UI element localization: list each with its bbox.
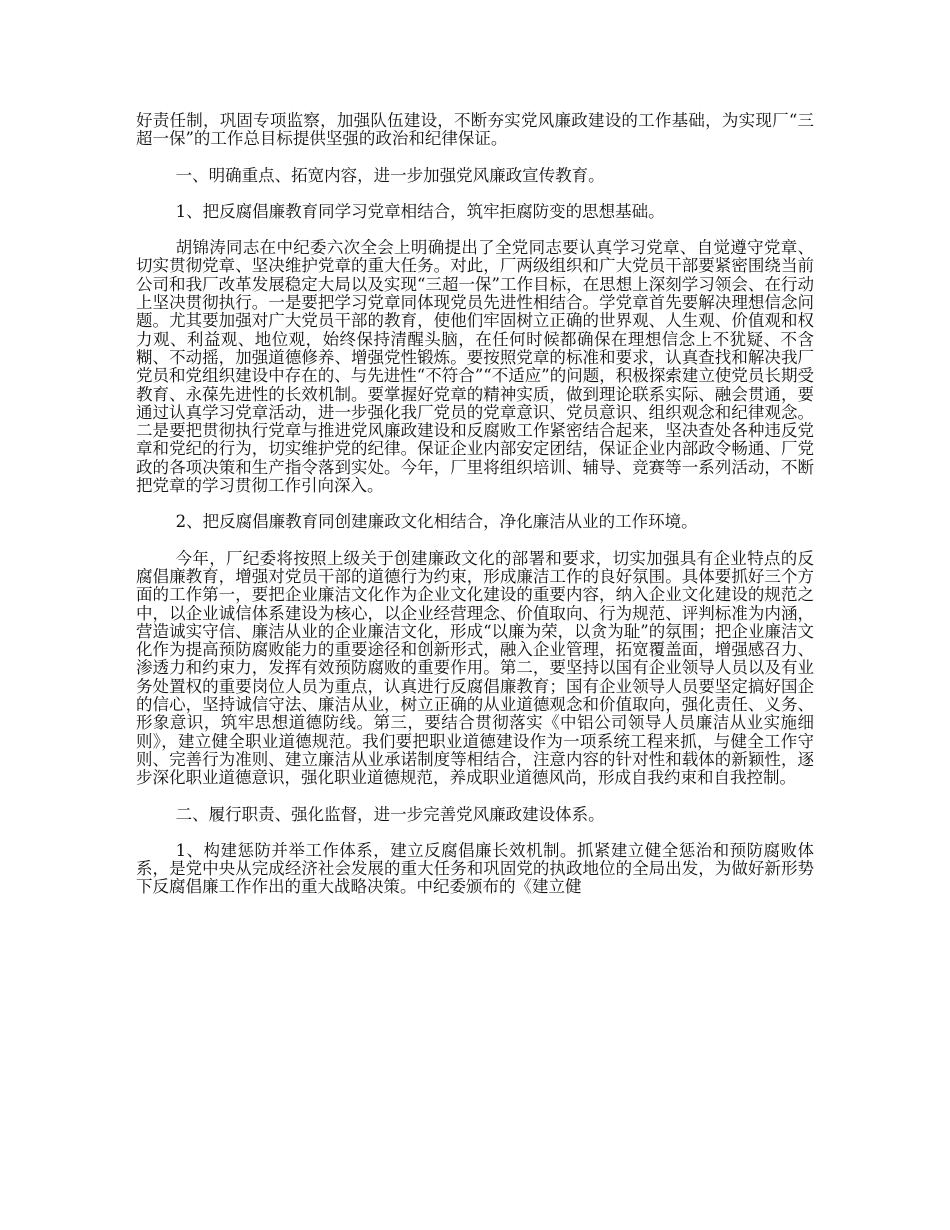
subsection-heading-1-2: 2、把反腐倡廉教育同创建廉政文化相结合，净化廉洁从业的工作环境。 [175,512,698,532]
paragraph-party-constitution-study: 胡锦涛同志在中纪委六次全会上明确提出了全党同志要认真学习党章、自觉遵守党章、切实贯彻党章、坚决维护党章的重大任务。对此，厂两级组织和广大党员干部要紧密围绕当前公司和我厂改革发展稳定大局以及实现“三超一保”工作目标，在思想上深刻学习领会、在行动上坚决贯彻执行。一是要把学习党章同体现党员先进性相结合。学党章首先要解决理想信念问题。尤其要加强对广大党员干部的教育，使他们牢固树立正确的世界观、人生观、价值观和权力观、利益观、地位观，始终保持清醒头脑，在任何时候都确保在理想信念上不犹疑、不含糊、不动摇，加强道德修养、增强党性锻炼。要按照党章的标准和要求，认真查找和解决我厂党员和党组织建设中存在的、与先进性“不符合”“不适应”的问题，积极探索建立使党员长期受教育、永葆先进性的长效机制。要掌握好党章的精神实质，做到理论联系实际、融会贯通，要通过认真学习党章活动，进一步强化我厂党员的党章意识、党员意识、组织观念和纪律观念。二是要把贯彻执行党章与推进党风廉政建设和反腐败工作紧密结合起来，坚决查处各种违反党章和党纪的行为，切实维护党的纪律。保证企业内部安定团结，保证企业内部政令畅通、厂党政的各项决策和生产指令落到实处。今年，厂里将组织培训、辅导、竞赛等一系列活动，不断把党章的学习贯彻工作引向深入。 [136,238,814,496]
paragraph-clean-culture: 今年，厂纪委将按照上级关于创建廉政文化的部署和要求，切实加强具有企业特点的反腐倡廉教育，增强对党员干部的道德行为约束，形成廉洁工作的良好氛围。具体要抓好三个方面的工作第一，要把企业廉洁文化作为企业文化建设的重要内容，纳入企业文化建设的规范之中，以企业诚信体系建设为核心，以企业经营理念、价值取向、行为规范、评判标准为内涵，营造诚实守信、廉洁从业的企业廉洁文化，形成“以廉为荣，以贪为耻”的氛围；把企业廉洁文化作为提高预防腐败能力的重要途径和创新形式，融入企业管理，拓宽覆盖面，增强感召力、渗透力和约束力，发挥有效预防腐败的重要作用。第二，要坚持以国有企业领导人员以及有业务处置权的重要岗位人员为重点，认真进行反腐倡廉教育；国有企业领导人员要坚定搞好国企的信心，坚持诚信守法、廉洁从业，树立正确的从业道德观念和价值取向，强化责任、义务、形象意识，筑牢思想道德防线。第三，要结合贯彻落实《中铝公司领导人员廉洁从业实施细则》，建立健全职业道德规范。我们要把职业道德建设作为一项系统工程来抓，与健全工作守则、完善行为准则、建立廉洁从业承诺制度等相结合，注意内容的针对性和载体的新颖性，逐步深化职业道德意识，强化职业道德规范，养成职业道德风尚，形成自我约束和自我控制。 [136,548,814,788]
subsection-heading-1-1: 1、把反腐倡廉教育同学习党章相结合，筑牢拒腐防变的思想基础。 [175,201,665,221]
section-heading-2: 二、履行职责、强化监督，进一步完善党风廉政建设体系。 [175,804,605,824]
document-body [136,112,814,915]
paragraph-anti-corruption-system: 1、构建惩防并举工作体系，建立反腐倡廉长效机制。抓紧建立健全惩治和预防腐败体系，是党中央从完成经济社会发展的重大任务和巩固党的执政地位的全局出发，为做好新形势下反腐倡廉工作作出的重大战略决策。中纪委颁布的《建立健 [136,840,814,897]
section-heading-1: 一、明确重点、拓宽内容，进一步加强党风廉政宣传教育。 [175,165,605,185]
paragraph-intro-continuation: 好责任制，巩固专项监察，加强队伍建设，不断夯实党风廉政建设的工作基础，为实现厂“三超一保”的工作总目标提供坚强的政治和纪律保证。 [136,111,814,149]
